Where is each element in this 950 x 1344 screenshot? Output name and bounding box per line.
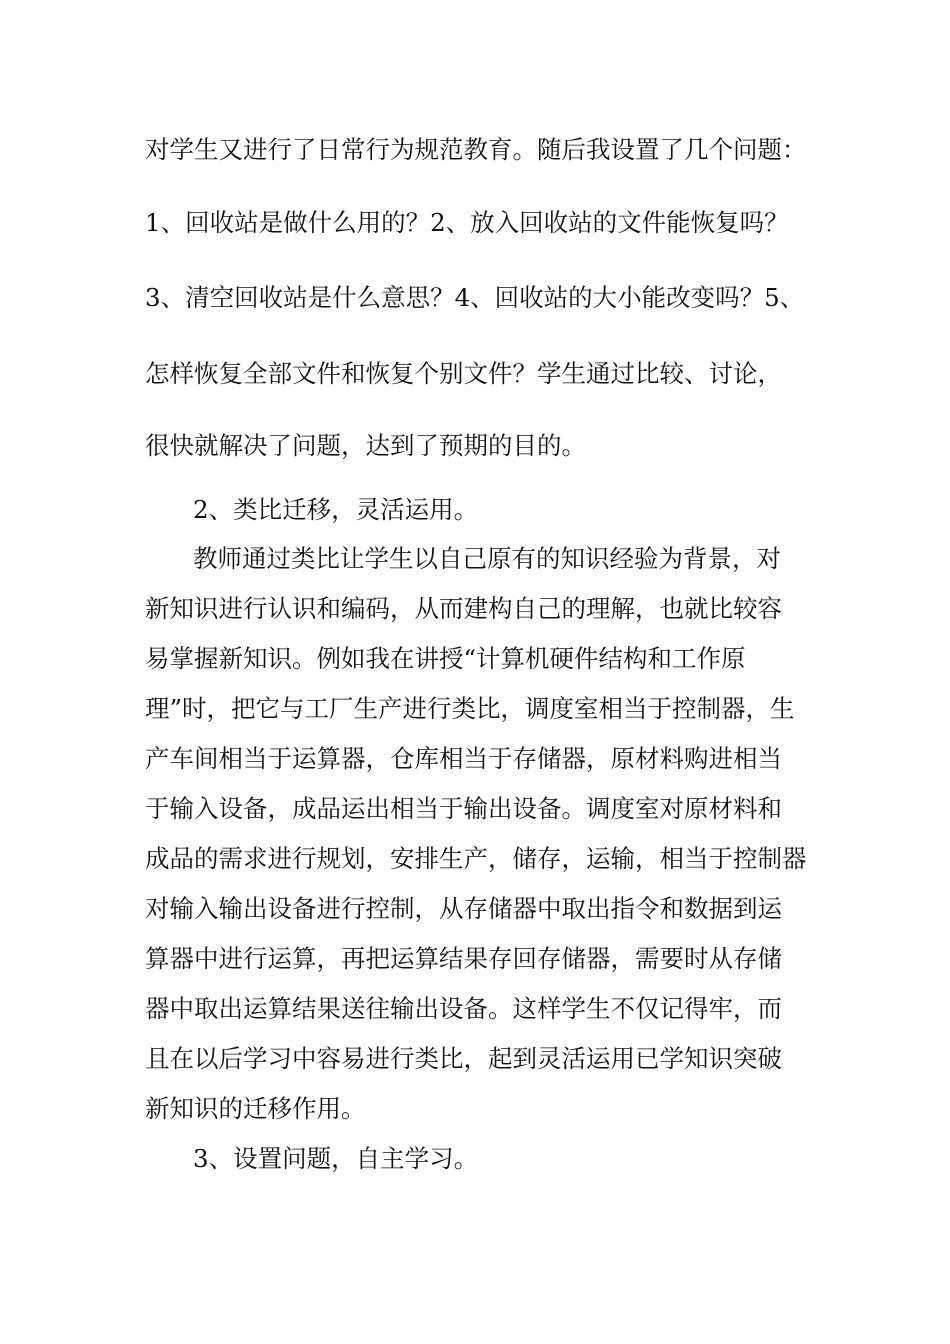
text-line: 于输入设备，成品运出相当于输出设备。调度室对原材料和 [145, 794, 782, 823]
text-line: 且在以后学习中容易进行类比，起到灵活运用已学知识突破 [145, 1044, 782, 1073]
text-line: 对学生又进行了日常行为规范教育。随后我设置了几个问题： [145, 135, 807, 164]
text-line: 新知识的迁移作用。 [145, 1094, 366, 1123]
text-line: 易掌握新知识。例如我在讲授“计算机硬件结构和工作原 [145, 644, 746, 673]
text-line: 新知识进行认识和编码，从而建构自己的理解，也就比较容 [145, 594, 782, 623]
text-line: 对输入输出设备进行控制，从存储器中取出指令和数据到运 [145, 894, 782, 923]
text-line: 怎样恢复全部文件和恢复个别文件？学生通过比较、讨论， [145, 359, 782, 388]
text-line: 1、回收站是做什么用的？2、放入回收站的文件能恢复吗？ [145, 208, 789, 237]
text-line: 教师通过类比让学生以自己原有的知识经验为背景，对 [193, 544, 781, 573]
text-line: 算器中进行运算，再把运算结果存回存储器，需要时从存储 [145, 944, 782, 973]
section-heading: 2、类比迁移，灵活运用。 [193, 495, 479, 524]
text-line: 理”时，把它与工厂生产进行类比，调度室相当于控制器，生 [145, 694, 795, 723]
text-line: 3、清空回收站是什么意思？4、回收站的大小能改变吗？5、 [145, 283, 805, 312]
text-line: 产车间相当于运算器，仓库相当于存储器，原材料购进相当 [145, 744, 782, 773]
text-line: 器中取出运算结果送往输出设备。这样学生不仅记得牢，而 [145, 994, 782, 1023]
section-heading: 3、设置问题，自主学习。 [193, 1144, 479, 1173]
text-line: 成品的需求进行规划，安排生产，储存，运输，相当于控制器 [145, 844, 807, 873]
text-line: 很快就解决了问题，达到了预期的目的。 [145, 431, 586, 460]
